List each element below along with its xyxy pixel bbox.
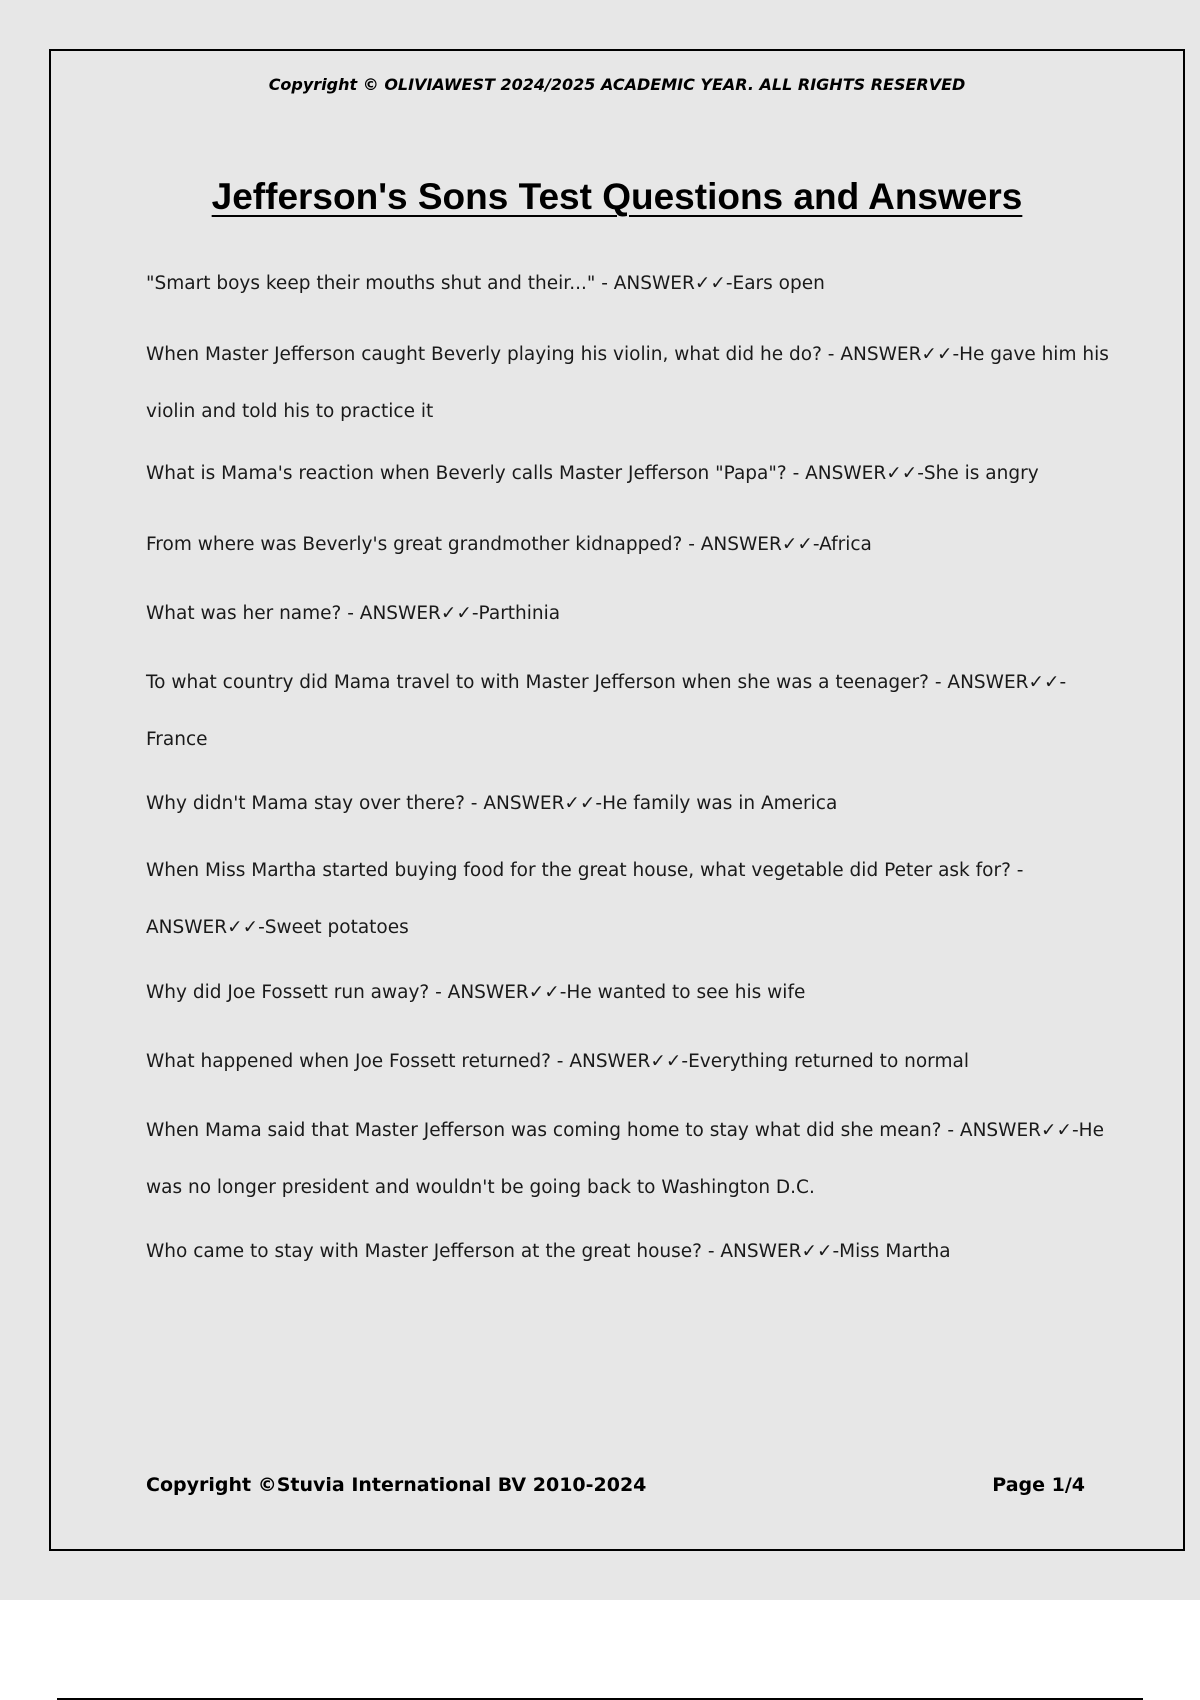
qa-item <box>146 1033 1136 1090</box>
qa-line: When Miss Martha started buying food for the great house, what vegetable did Peter ask for? - <box>146 860 1024 881</box>
qa-item <box>146 1223 1136 1280</box>
qa-line: When Mama said that Master Jefferson was coming home to stay what did she mean? - ANSWER✓✓-He <box>146 1120 1104 1141</box>
qa-line: When Master Jefferson caught Beverly playing his violin, what did he do? - ANSWER✓✓-He gave him his <box>146 344 1109 365</box>
qa-line: To what country did Mama travel to with Master Jefferson when she was a teenager? - ANSWER✓✓- <box>146 672 1067 693</box>
qa-line: ANSWER✓✓-Sweet potatoes <box>146 917 409 938</box>
qa-line: What is Mama's reaction when Beverly calls Master Jefferson "Papa"? - ANSWER✓✓-She is angry <box>146 463 1039 484</box>
qa-line: What happened when Joe Fossett returned? - ANSWER✓✓-Everything returned to normal <box>146 1051 969 1072</box>
qa-item <box>146 775 1136 832</box>
qa-item <box>146 445 1136 502</box>
qa-item <box>146 1102 1136 1216</box>
qa-item <box>146 516 1136 573</box>
qa-item <box>146 842 1136 956</box>
qa-line: "Smart boys keep their mouths shut and their..." - ANSWER✓✓-Ears open <box>146 273 825 294</box>
header-copyright: Copyright © OLIVIAWEST 2024/2025 ACADEMIC YEAR. ALL RIGHTS RESERVED <box>268 75 966 94</box>
qa-line: France <box>146 729 208 750</box>
qa-line: Who came to stay with Master Jefferson at the great house? - ANSWER✓✓-Miss Martha <box>146 1241 951 1262</box>
qa-item <box>146 255 1136 312</box>
qa-line: What was her name? - ANSWER✓✓-Parthinia <box>146 603 561 624</box>
qa-line: From where was Beverly's great grandmother kidnapped? - ANSWER✓✓-Africa <box>146 534 872 555</box>
document-page <box>49 49 1185 1551</box>
qa-line: Why did Joe Fossett run away? - ANSWER✓✓-He wanted to see his wife <box>146 982 806 1003</box>
qa-item <box>146 654 1136 768</box>
footer-copyright: Copyright ©Stuvia International BV 2010-2024 <box>146 1474 647 1496</box>
qa-item <box>146 964 1136 1021</box>
qa-line: was no longer president and wouldn't be going back to Washington D.C. <box>146 1177 815 1198</box>
qa-line: Why didn't Mama stay over there? - ANSWER✓✓-He family was in America <box>146 793 838 814</box>
qa-item <box>146 326 1136 440</box>
qa-line: violin and told his to practice it <box>146 401 434 422</box>
page-number: Page 1/4 <box>992 1474 1085 1496</box>
document-title: Jefferson's Sons Test Questions and Answers <box>211 176 1023 217</box>
qa-item <box>146 585 1136 642</box>
